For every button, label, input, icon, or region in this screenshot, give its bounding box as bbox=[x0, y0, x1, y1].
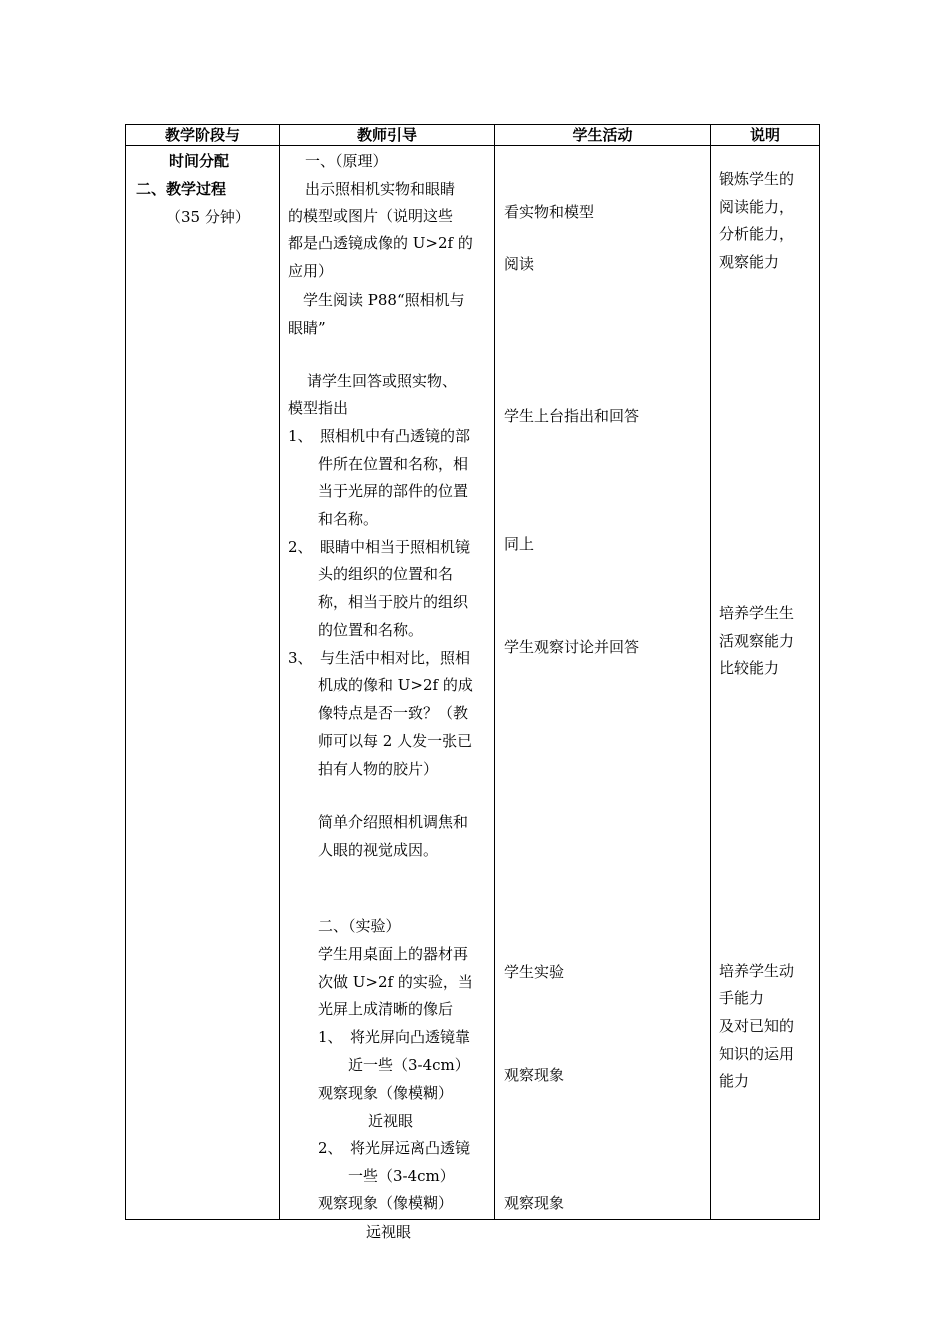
header-student-activity: 学生活动 bbox=[495, 125, 711, 146]
teacher-line: 的位置和名称。 bbox=[318, 621, 424, 639]
teacher-line: 的模型或图片（说明这些 bbox=[288, 207, 454, 225]
teacher-line: 像特点是否一致？（教 bbox=[318, 704, 469, 722]
stage-cell bbox=[126, 146, 280, 1220]
note-line: 知识的运用 bbox=[719, 1045, 795, 1063]
student-activity-item: 看实物和模型 bbox=[504, 203, 595, 221]
note-line: 培养学生动 bbox=[719, 962, 795, 980]
teacher-list-item: 3、 与生活中相对比，照相 bbox=[288, 649, 471, 667]
header-notes: 说明 bbox=[711, 125, 820, 146]
note-line: 及对已知的 bbox=[719, 1017, 795, 1035]
note-line: 比较能力 bbox=[719, 659, 780, 677]
note-line: 分析能力， bbox=[719, 225, 795, 243]
teacher-line: 头的组织的位置和名 bbox=[318, 565, 454, 583]
stage-time-label: 时间分配 bbox=[169, 152, 230, 170]
teacher-line: 拍有人物的胶片） bbox=[318, 760, 439, 778]
teacher-list-item: 2、 眼睛中相当于照相机镜 bbox=[288, 538, 471, 556]
note-line: 锻炼学生的 bbox=[719, 170, 795, 188]
teacher-line: 模型指出 bbox=[288, 399, 349, 417]
teacher-line: 观察现象（像模糊） bbox=[318, 1194, 454, 1212]
teacher-line: 师可以每 2 人发一张已 bbox=[318, 732, 473, 750]
teacher-line: 二、（实验） bbox=[318, 917, 401, 935]
student-activity-item: 学生观察讨论并回答 bbox=[504, 638, 640, 656]
teacher-list-item: 1、 照相机中有凸透镜的部 bbox=[288, 427, 471, 445]
teacher-line: 机成的像和 U>2f 的成 bbox=[318, 676, 473, 694]
note-line: 观察能力 bbox=[719, 253, 780, 271]
student-activity-item: 观察现象 bbox=[504, 1194, 565, 1212]
teacher-line: 简单介绍照相机调焦和 bbox=[318, 813, 469, 831]
teacher-line: 人眼的视觉成因。 bbox=[318, 841, 439, 859]
teacher-line: 学生用桌面上的器材再 bbox=[318, 945, 469, 963]
teacher-list-item: 2、 将光屏远离凸透镜 bbox=[318, 1139, 471, 1157]
teacher-line: 当于光屏的部件的位置 bbox=[318, 482, 469, 500]
teacher-line: 一些（3-4cm） bbox=[348, 1167, 455, 1185]
teacher-line: 观察现象（像模糊） bbox=[318, 1084, 454, 1102]
teacher-list-item: 1、 将光屏向凸透镜靠 bbox=[318, 1028, 471, 1046]
teacher-line: 光屏上成清晰的像后 bbox=[318, 1000, 454, 1018]
student-cell bbox=[495, 146, 711, 1220]
teacher-line: 学生阅读 P88“照相机与 bbox=[303, 291, 465, 309]
teacher-line: 远视眼 bbox=[366, 1223, 412, 1241]
teacher-line: 一、（原理） bbox=[305, 152, 388, 170]
teacher-line: 次做 U>2f 的实验，当 bbox=[318, 973, 473, 991]
table-header-row bbox=[126, 125, 820, 146]
teacher-line: 请学生回答或照实物、 bbox=[307, 372, 458, 390]
note-line: 阅读能力， bbox=[719, 198, 795, 216]
student-activity-item: 同上 bbox=[504, 535, 535, 553]
teacher-line: 应用） bbox=[288, 262, 334, 280]
teacher-line: 眼睛” bbox=[288, 319, 326, 337]
student-activity-item: 阅读 bbox=[504, 255, 535, 273]
note-line: 能力 bbox=[719, 1072, 750, 1090]
student-activity-item: 学生实验 bbox=[504, 963, 565, 981]
teacher-line: 和名称。 bbox=[318, 510, 379, 528]
section-title: 二、教学过程 bbox=[136, 180, 227, 198]
teacher-line: 近视眼 bbox=[368, 1112, 414, 1130]
note-line: 培养学生生 bbox=[719, 604, 795, 622]
section-duration: （35 分钟） bbox=[166, 208, 250, 226]
header-teacher-guidance: 教师引导 bbox=[280, 125, 495, 146]
lesson-plan-table bbox=[125, 124, 820, 1220]
note-line: 手能力 bbox=[719, 989, 765, 1007]
teacher-line: 件所在位置和名称，相 bbox=[318, 455, 469, 473]
student-activity-item: 学生上台指出和回答 bbox=[504, 407, 640, 425]
header-stage: 教学阶段与 bbox=[126, 125, 280, 146]
note-line: 活观察能力 bbox=[719, 632, 795, 650]
teacher-line: 近一些（3-4cm） bbox=[348, 1056, 470, 1074]
teacher-line: 出示照相机实物和眼睛 bbox=[305, 180, 456, 198]
teacher-line: 称，相当于胶片的组织 bbox=[318, 593, 469, 611]
student-activity-item: 观察现象 bbox=[504, 1066, 565, 1084]
teacher-line: 都是凸透镜成像的 U>2f 的 bbox=[288, 234, 473, 252]
